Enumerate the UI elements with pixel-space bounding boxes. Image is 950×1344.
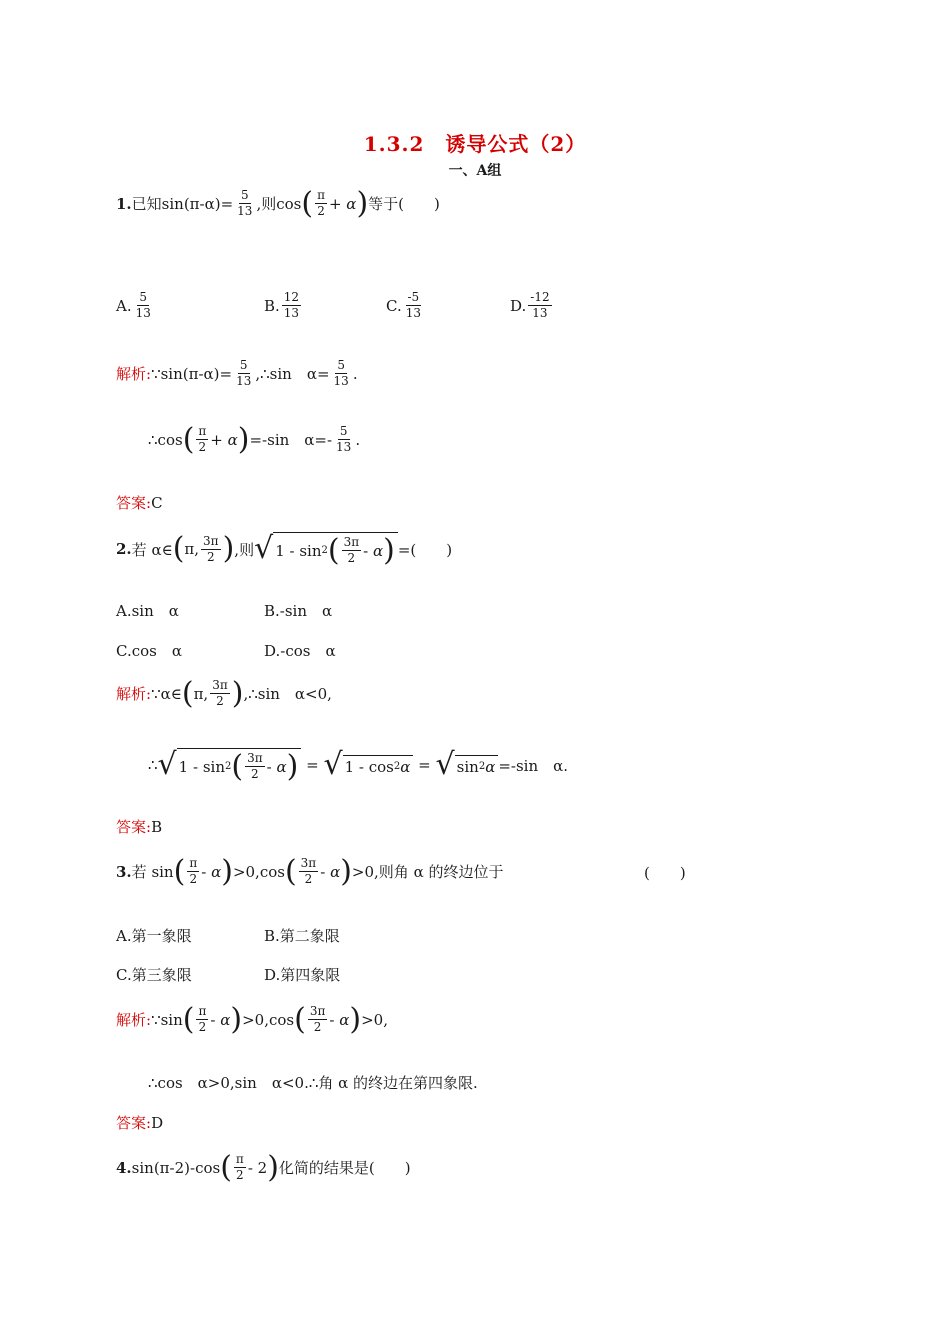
option-c[interactable]: C.第三象限 [116,966,192,984]
answer-value: B [151,818,163,836]
option-c[interactable]: C.cos α [116,642,182,660]
option-d[interactable]: D.-cos α [264,642,336,660]
answer-value: C [151,494,163,512]
answer-2 [116,816,162,837]
square-root: √ 1 - sin 2 ( $\frac{3\pi}{2}$ - α ) [254,532,398,566]
question-number: 1. [116,194,132,213]
answer-label: 答案: [116,818,152,836]
question-3: 3. 若 sin ( $\frac{\pi}{2}$ - α ) >0,cos ( $\frac{3\pi}{2}$ - α ) >0,则角 α 的终边位于 [116,853,504,889]
option-b[interactable]: B. $\frac{12}{13}$ [264,290,300,320]
solution-2-line-1: 解析: ∵α∈ ( π, $\frac{3\pi}{2}$ ) ,∴sin α<0, [116,675,332,711]
question-text: ,则cos [256,195,302,213]
option-b[interactable]: B.-sin α [264,602,333,620]
answer-paren: ( ) [644,864,686,882]
solution-label: 解析: [116,685,152,703]
answer-label: 答案: [116,494,152,512]
question-text: 已知sin(π-α)= [131,195,234,213]
option-d[interactable]: D. $\frac{-12}{13}$ [510,290,550,320]
answer-label: 答案: [116,1114,152,1132]
question-number: 3. [116,862,132,881]
option-d[interactable]: D.第四象限 [264,966,341,984]
paren-left: ( [301,185,314,221]
math-term: + α [328,194,357,213]
paren-right: ) [356,185,369,221]
question-2: 2. 若 α∈ ( π, $\frac{3\pi}{2}$ ) ,则 √ 1 - sin 2 ( $\frac{3\pi}{2}$ - α ) =( ) [116,531,453,568]
solution-3-line-1: 解析: ∵sin ( $\frac{\pi}{2}$ - α ) >0,cos ( $\frac{3\pi}{2}$ - α ) >0, [116,1001,388,1037]
option-a[interactable]: A.第一象限 [116,927,192,945]
option-a[interactable]: A. $\frac{5}{13}$ [116,290,151,320]
question-4: 4. sin(π-2)-cos ( $\frac{\pi}{2}$ - 2 ) 化简的结果是( ) [116,1149,411,1185]
solution-label: 解析: [116,365,152,383]
solution-3-line-2: ∴cos α>0,sin α<0.∴角 α 的终边在第四象限. [148,1074,478,1092]
option-b[interactable]: B.第二象限 [264,927,340,945]
answer-value: D [151,1114,164,1132]
solution-2-line-2: ∴ √ 1 - sin 2 ( $\frac{3\pi}{2}$ - α ) = √ 1 - cos 2 α = √ sin 2 α =-sin α. [148,747,569,784]
option-a[interactable]: A.sin α [116,602,179,620]
section-heading: 一、A组 [448,163,502,179]
page-title: 1.3.2 诱导公式（2） [363,132,587,156]
fraction: $\frac{5}{13}$ [237,188,253,218]
solution-1-line-2: ∴cos ( $\frac{\pi}{2}$ + α ) =-sin α=- $\frac{5}{13}$ . [148,421,361,457]
solution-1-line-1: 解析: ∵sin(π-α)= $\frac{5}{13}$ ,∴sin α= $\frac{5}{13}$ . [116,358,358,388]
option-c[interactable]: C. $\frac{-5}{13}$ [386,290,421,320]
question-number: 4. [116,1158,132,1177]
question-text: 等于( ) [368,195,440,213]
question-number: 2. [116,540,132,558]
fraction: $\frac{\pi}{2}$ [317,188,325,218]
question-1 [116,185,440,221]
answer-3 [116,1112,163,1133]
solution-label: 解析: [116,1011,152,1029]
answer-1 [116,492,163,513]
